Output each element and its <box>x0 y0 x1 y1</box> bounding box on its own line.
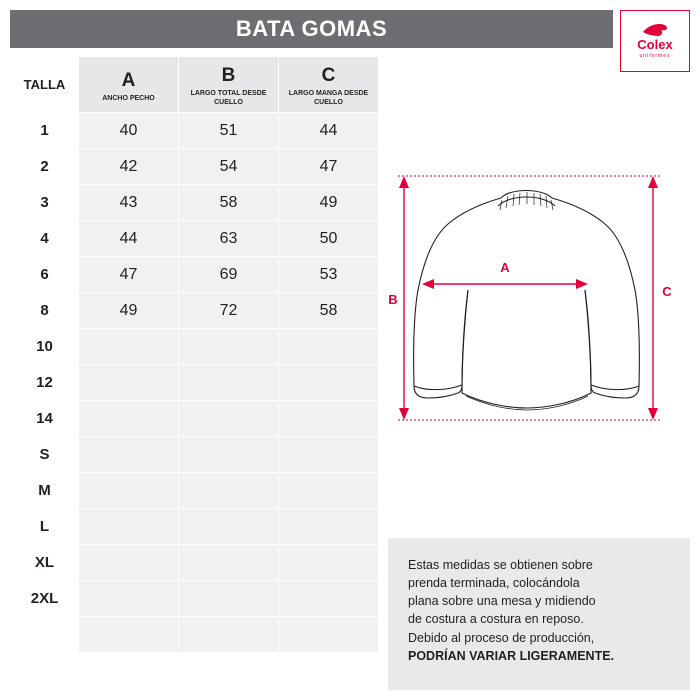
header-column-b <box>179 57 279 113</box>
note-line-1: Estas medidas se obtienen sobre <box>408 558 593 572</box>
row-value-b <box>179 401 279 437</box>
row-value-c <box>279 509 379 545</box>
table-row <box>11 545 379 581</box>
header-letter-a: A <box>121 69 136 91</box>
note-line-4: de costura a costura en reposo. <box>408 612 584 627</box>
row-value-a <box>79 365 179 401</box>
row-value-b <box>179 617 279 653</box>
row-value-a: 47 <box>79 257 179 293</box>
row-value-c <box>279 329 379 365</box>
row-value-b: 63 <box>179 221 279 257</box>
row-size: 8 <box>11 293 79 329</box>
row-value-a: 40 <box>79 113 179 149</box>
row-size: 2XL <box>11 581 79 617</box>
row-value-a <box>79 545 179 581</box>
row-value-b: 72 <box>179 293 279 329</box>
measure-b <box>399 176 409 420</box>
row-value-b: 69 <box>179 257 279 293</box>
row-value-c <box>279 545 379 581</box>
row-size: 3 <box>11 185 79 221</box>
row-value-c <box>279 437 379 473</box>
row-value-a <box>79 617 179 653</box>
header-desc-b: LARGO TOTAL DESDE CUELLO <box>190 90 267 106</box>
note-line-2: prenda terminada, colocándola <box>408 576 580 591</box>
row-value-b <box>179 365 279 401</box>
row-value-c: 53 <box>279 257 379 293</box>
row-value-c: 50 <box>279 221 379 257</box>
row-value-a <box>79 473 179 509</box>
row-size: XL <box>11 545 79 581</box>
row-value-a: 42 <box>79 149 179 185</box>
garment-diagram <box>388 150 690 460</box>
table-row <box>11 329 379 365</box>
brand-logo <box>620 10 690 72</box>
garment-illustration <box>388 150 690 460</box>
table-row <box>11 149 379 185</box>
measure-a <box>422 279 588 289</box>
logo-name: Colex <box>637 37 673 52</box>
row-size: 1 <box>11 113 79 149</box>
garment-outline <box>414 191 640 411</box>
row-value-b: 58 <box>179 185 279 221</box>
measure-c-label: C <box>662 284 672 299</box>
header-desc-a: ANCHO PECHO <box>102 94 155 102</box>
note-line-3: plana sobre una mesa y midiendo <box>408 594 596 609</box>
table-row <box>11 365 379 401</box>
header-letter-b: B <box>221 65 236 87</box>
header-letter-c: C <box>321 65 336 87</box>
row-size: M <box>11 473 79 509</box>
row-value-c <box>279 473 379 509</box>
row-size: L <box>11 509 79 545</box>
measure-c <box>648 176 658 420</box>
table-row <box>11 293 379 329</box>
row-value-b <box>179 437 279 473</box>
row-value-c: 47 <box>279 149 379 185</box>
note-box <box>388 538 690 690</box>
table-row <box>11 473 379 509</box>
row-size: S <box>11 437 79 473</box>
row-value-c: 44 <box>279 113 379 149</box>
table-row <box>11 617 379 653</box>
table-row <box>11 437 379 473</box>
row-value-a <box>79 437 179 473</box>
row-value-a <box>79 509 179 545</box>
table-row <box>11 401 379 437</box>
row-size: 12 <box>11 365 79 401</box>
row-size: 14 <box>11 401 79 437</box>
table-row <box>11 185 379 221</box>
row-value-a <box>79 329 179 365</box>
row-value-c <box>279 365 379 401</box>
note-line-6: PODRÍAN VARIAR LIGERAMENTE. <box>408 648 615 663</box>
row-value-b <box>179 509 279 545</box>
row-value-c <box>279 617 379 653</box>
row-value-a: 44 <box>79 221 179 257</box>
row-value-b <box>179 329 279 365</box>
bird-icon <box>642 23 668 37</box>
table-header-row <box>11 57 379 113</box>
table-row <box>11 509 379 545</box>
row-value-c: 49 <box>279 185 379 221</box>
row-value-b <box>179 473 279 509</box>
row-value-a <box>79 401 179 437</box>
row-size: 10 <box>11 329 79 365</box>
table-row <box>11 221 379 257</box>
measure-b-label: B <box>388 292 398 307</box>
measure-a-label: A <box>500 260 510 275</box>
logo-subtitle: uniformes <box>639 53 671 59</box>
row-size: 6 <box>11 257 79 293</box>
row-value-a <box>79 581 179 617</box>
header-column-a <box>79 57 179 113</box>
row-size: 4 <box>11 221 79 257</box>
page-title: BATA GOMAS <box>235 16 388 41</box>
row-value-b <box>179 581 279 617</box>
row-value-a: 49 <box>79 293 179 329</box>
note-line-5: Debido al proceso de producción, <box>408 630 595 645</box>
row-value-c: 58 <box>279 293 379 329</box>
header-desc-c: LARGO MANGA DESDE CUELLO <box>288 90 369 106</box>
header-column-c <box>279 57 379 113</box>
table-row <box>11 113 379 149</box>
row-value-b <box>179 545 279 581</box>
row-value-a: 43 <box>79 185 179 221</box>
row-value-b: 51 <box>179 113 279 149</box>
header-talla: TALLA <box>11 57 79 113</box>
row-size <box>11 617 79 653</box>
row-value-c <box>279 581 379 617</box>
row-size: 2 <box>11 149 79 185</box>
row-value-b: 54 <box>179 149 279 185</box>
table-row <box>11 257 379 293</box>
table-row <box>11 581 379 617</box>
row-value-c <box>279 401 379 437</box>
measurement-table <box>10 56 379 653</box>
header-banner <box>10 10 613 48</box>
